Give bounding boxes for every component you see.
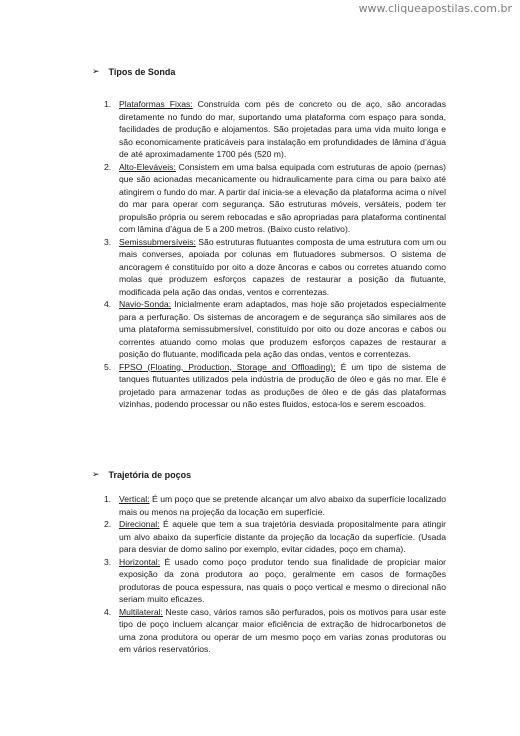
item-text: Construída com pés de concreto ou de aço, são ancoradas diretamente no fundo do mar, suportando uma plataforma com espaço para sonda, facilidades de produção e alojamentos. São projetadas para uma vida muito longa e são economicamente praticáveis para instalação em profundidades de lâmina d’água de até aproximadamente 1700 pés (520 m).: [119, 99, 446, 159]
item-term: FPSO (Floating, Production, Storage and Offloading):: [119, 361, 336, 372]
list-item: [104, 606, 446, 656]
section-title: Trajetória de poços: [108, 469, 192, 480]
item-text: É um poço que se pretende alcançar um alvo abaixo da superfície localizado mais ou menos na projeção da locação em superfície.: [119, 494, 446, 517]
item-text: Neste caso, vários ramos são perfurados, pois os motivos para usar este tipo de poço incluem alcançar maior eficiência de extração de hidrocarbonetos de uma zona produtora ou operar de um mesmo poço em varias zonas produtoras ou em vários reservatórios.: [119, 606, 446, 654]
list-item: [104, 361, 446, 411]
item-number: 4.: [104, 299, 112, 309]
item-number: 2.: [104, 519, 112, 529]
trajetoria-list: [104, 493, 446, 656]
item-text: É aquele que tem a sua trajetória desviada propositalmente para atingir um alvo abaixo da superfície distante da projeção da locação da superfície. (Usada para desviar de domo salino por exemplo, evitar cidades, poço em chama).: [119, 519, 446, 554]
list-item: [104, 556, 446, 606]
item-number: 3.: [104, 556, 112, 567]
item-text: Consistem em uma balsa equipada com estruturas de apoio (pernas) que são acionadas mecanicamente ou hidraulicamente para cima ou para baixo até atingirem o fundo do mar. A partir daí inicia-se a elevação da plataforma acima o nível do mar para operar com segurança. São estruturas móveis, versáteis, podem ter propulsão própria ou serem rebocadas e são apropriadas para plataforma continental com lâmina d’água de 5 a 200 metros. (Baixo custo relativo).: [119, 161, 446, 234]
section-heading: [92, 66, 175, 77]
site-url: www.cliqueapostilas.com.br: [358, 2, 512, 15]
list-item: [104, 161, 446, 236]
item-term: Navio-Sonda:: [119, 299, 172, 309]
list-item: [104, 98, 446, 161]
item-text: Inicialmente eram adaptados, mas hoje são projetados especialmente para a perfuração. Os sistemas de ancoragem e de segurança são similares aos de uma plataforma semissubmersível, constituído por oito ou doze ancoras e cabos ou correntes atuando como molas que produzem esforços capazes de restaurar a posição do flutuante, modificada pela ação das ondas, ventos e correntezas.: [119, 299, 446, 359]
list-item: [104, 493, 446, 518]
item-number: 1.: [104, 99, 112, 109]
item-number: 4.: [104, 606, 112, 617]
list-item: [104, 518, 446, 556]
item-term: Semissubmersíveis:: [119, 236, 196, 247]
item-term: Vertical:: [119, 494, 150, 504]
sonda-list: [104, 98, 446, 411]
arrow-bullet-icon: ➢: [92, 66, 100, 76]
item-number: 5.: [104, 361, 112, 372]
item-term: Horizontal:: [119, 556, 161, 567]
section-heading: [92, 469, 191, 480]
list-item: [104, 236, 446, 299]
item-term: Multilateral:: [119, 606, 163, 617]
list-item: [104, 298, 446, 361]
item-term: Alto-Eleváveis:: [119, 161, 176, 172]
item-term: Direcional:: [119, 519, 160, 529]
item-text: É usado como poço produtor tendo sua finalidade de propiciar maior exposição da zona produtora ao poço, geralmente em casos de formações produtoras de pouca espessura, nas quais o poço vertical e mesmo o direcional não seriam muito eficazes.: [119, 556, 446, 604]
item-number: 2.: [104, 161, 112, 172]
item-text: São estruturas flutuantes composta de uma estrutura com um ou mais converses, apoiada por colunas em flutuadores submersos. O sistema de ancoragem é constituído por oito a doze âncoras e cabos ou corretes atuando como molas que produzem esforços capazes de restaurar a posição da flutuante, modificada pela ação das ondas, ventos e correntezas.: [119, 236, 446, 297]
arrow-bullet-icon: ➢: [92, 469, 100, 479]
item-number: 1.: [104, 494, 112, 504]
item-number: 3.: [104, 236, 112, 247]
section-title: Tipos de Sonda: [108, 66, 176, 77]
item-text: É um tipo de sistema de tanques flutuantes utilizados pela indústria de produção de óleo e gás no mar. Ele é projetado para armazenar todas as produções de óleo e de gás das plataformas vizinhas, podendo processar ou não estes fluidos, estoca-los e serem escoados.: [119, 361, 447, 409]
item-term: Plataformas Fixas:: [119, 99, 193, 109]
